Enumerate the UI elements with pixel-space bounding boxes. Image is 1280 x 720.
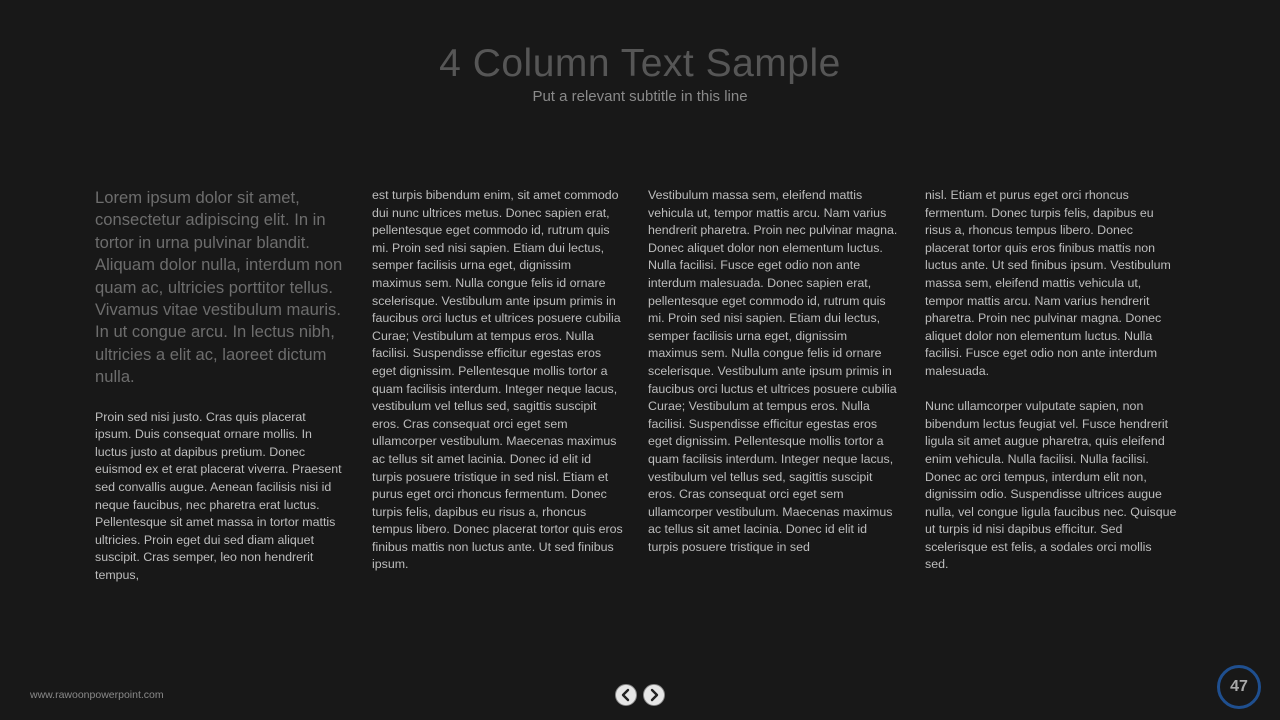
previous-slide-button[interactable] [615,684,637,706]
text-column-2 [372,187,624,574]
chevron-left-icon [619,688,633,702]
lead-paragraph: Lorem ipsum dolor sit amet, consectetur adipiscing elit. In in tortor in urna pulvinar blandit. Aliquam dolor nulla, interdum non quam ac, ultricies porttitor tellus. Vivamus vitae vestibulum mauris. In ut congue arcu. In lectus nibh, ultricies a elit ac, laoreet dictum nulla. [95,188,343,387]
chevron-right-icon [647,688,661,702]
text-column-4 [925,187,1177,574]
body-paragraph: Proin sed nisi justo. Cras quis placerat ipsum. Duis consequat ornare mollis. In luctus justo at dapibus pretium. Donec euismod ex et erat placerat viverra. Praesent sed convallis augue. Aenean facilisis nisi id neque faucibus, nec pharetra erat luctus. Pellentesque sit amet massa in tortor mattis ultricies. Proin eget dui sed diam aliquet suscipit. Cras semper, leo non hendrerit tempus, [95,409,342,582]
page-subtitle: Put a relevant subtitle in this line [532,88,748,105]
body-paragraph: est turpis bibendum enim, sit amet commodo dui nunc ultrices metus. Donec sapien erat, pellentesque eget commodo id, rutrum quis mi. Proin sed nisi sapien. Etiam dui lectus, semper facilisis urna eget, dignissim maximus sem. Nulla congue felis id ornare scelerisque. Vestibulum ante ipsum primis in faucibus orci luctus et ultrices posuere cubilia Curae; Vestibulum at tempus eros. Nulla facilisi. Suspendisse efficitur egestas eros eget dignissim. Pellentesque mollis tortor a quam facilisis interdum. Integer neque lacus, vestibulum vel tellus sed, sagittis suscipit eros. Cras consequat orci eget sem ullamcorper vestibulum. Maecenas maximus ac tellus sit amet lacinia. Donec id elit id turpis posuere tristique in sed nisl. Etiam et purus eget orci rhoncus fermentum. Donec turpis felis, dapibus eu risus a, rhoncus tempus libero. Donec placerat tortor quis eros finibus mattis non luctus ante. Ut sed finibus ipsum. [372,188,623,572]
body-paragraph: Nunc ullamcorper vulputate sapien, non bibendum lectus feugiat vel. Fusce hendrerit ligula sit amet augue pharetra, quis eleifend enim vehicula. Nulla facilisi. Nulla facilisi. Donec ac orci tempus, interdum elit non, dignissim odio. Suspendisse ultrices augue nulla, vel congue ligula faucibus nec. Quisque ut turpis id nisi dapibus efficitur. Sed scelerisque est felis, a sodales orci mollis sed. [925,399,1177,572]
website-link[interactable]: www.rawoonpowerpoint.com [30,689,164,701]
page-title: 4 Column Text Sample [439,42,841,85]
text-column-3 [648,187,900,556]
page-number-badge: 47 [1217,665,1261,709]
body-paragraph: Vestibulum massa sem, eleifend mattis vehicula ut, tempor mattis arcu. Nam varius hendrerit pharetra. Proin nec pulvinar magna. Donec aliquet dolor non elementum luctus. Nulla facilisi. Fusce eget odio non ante interdum malesuada. Donec sapien erat, pellentesque eget commodo id, rutrum quis mi. Proin sed nisi sapien. Etiam dui lectus, semper facilisis urna eget, dignissim maximus sem. Nulla congue felis id ornare scelerisque. Vestibulum ante ipsum primis in faucibus orci luctus et ultrices posuere cubilia Curae; Vestibulum at tempus eros. Nulla facilisi. Suspendisse efficitur egestas eros eget dignissim. Pellentesque mollis tortor a quam facilisis interdum. Integer neque lacus, vestibulum vel tellus sed, sagittis suscipit eros. Cras consequat orci eget sem ullamcorper vestibulum. Maecenas maximus ac tellus sit amet lacinia. Donec id elit id turpis posuere tristique in sed [648,188,898,554]
text-column-1 [95,187,345,585]
body-paragraph: nisl. Etiam et purus eget orci rhoncus fermentum. Donec turpis felis, dapibus eu risus a, rhoncus tempus libero. Donec placerat tortor quis eros finibus mattis non luctus ante. Ut sed finibus ipsum. Vestibulum massa sem, eleifend mattis vehicula ut, tempor mattis arcu. Nam varius hendrerit pharetra. Proin nec pulvinar magna. Donec aliquet dolor non elementum luctus. Nulla facilisi. Fusce eget odio non ante interdum malesuada. [925,188,1171,378]
next-slide-button[interactable] [643,684,665,706]
